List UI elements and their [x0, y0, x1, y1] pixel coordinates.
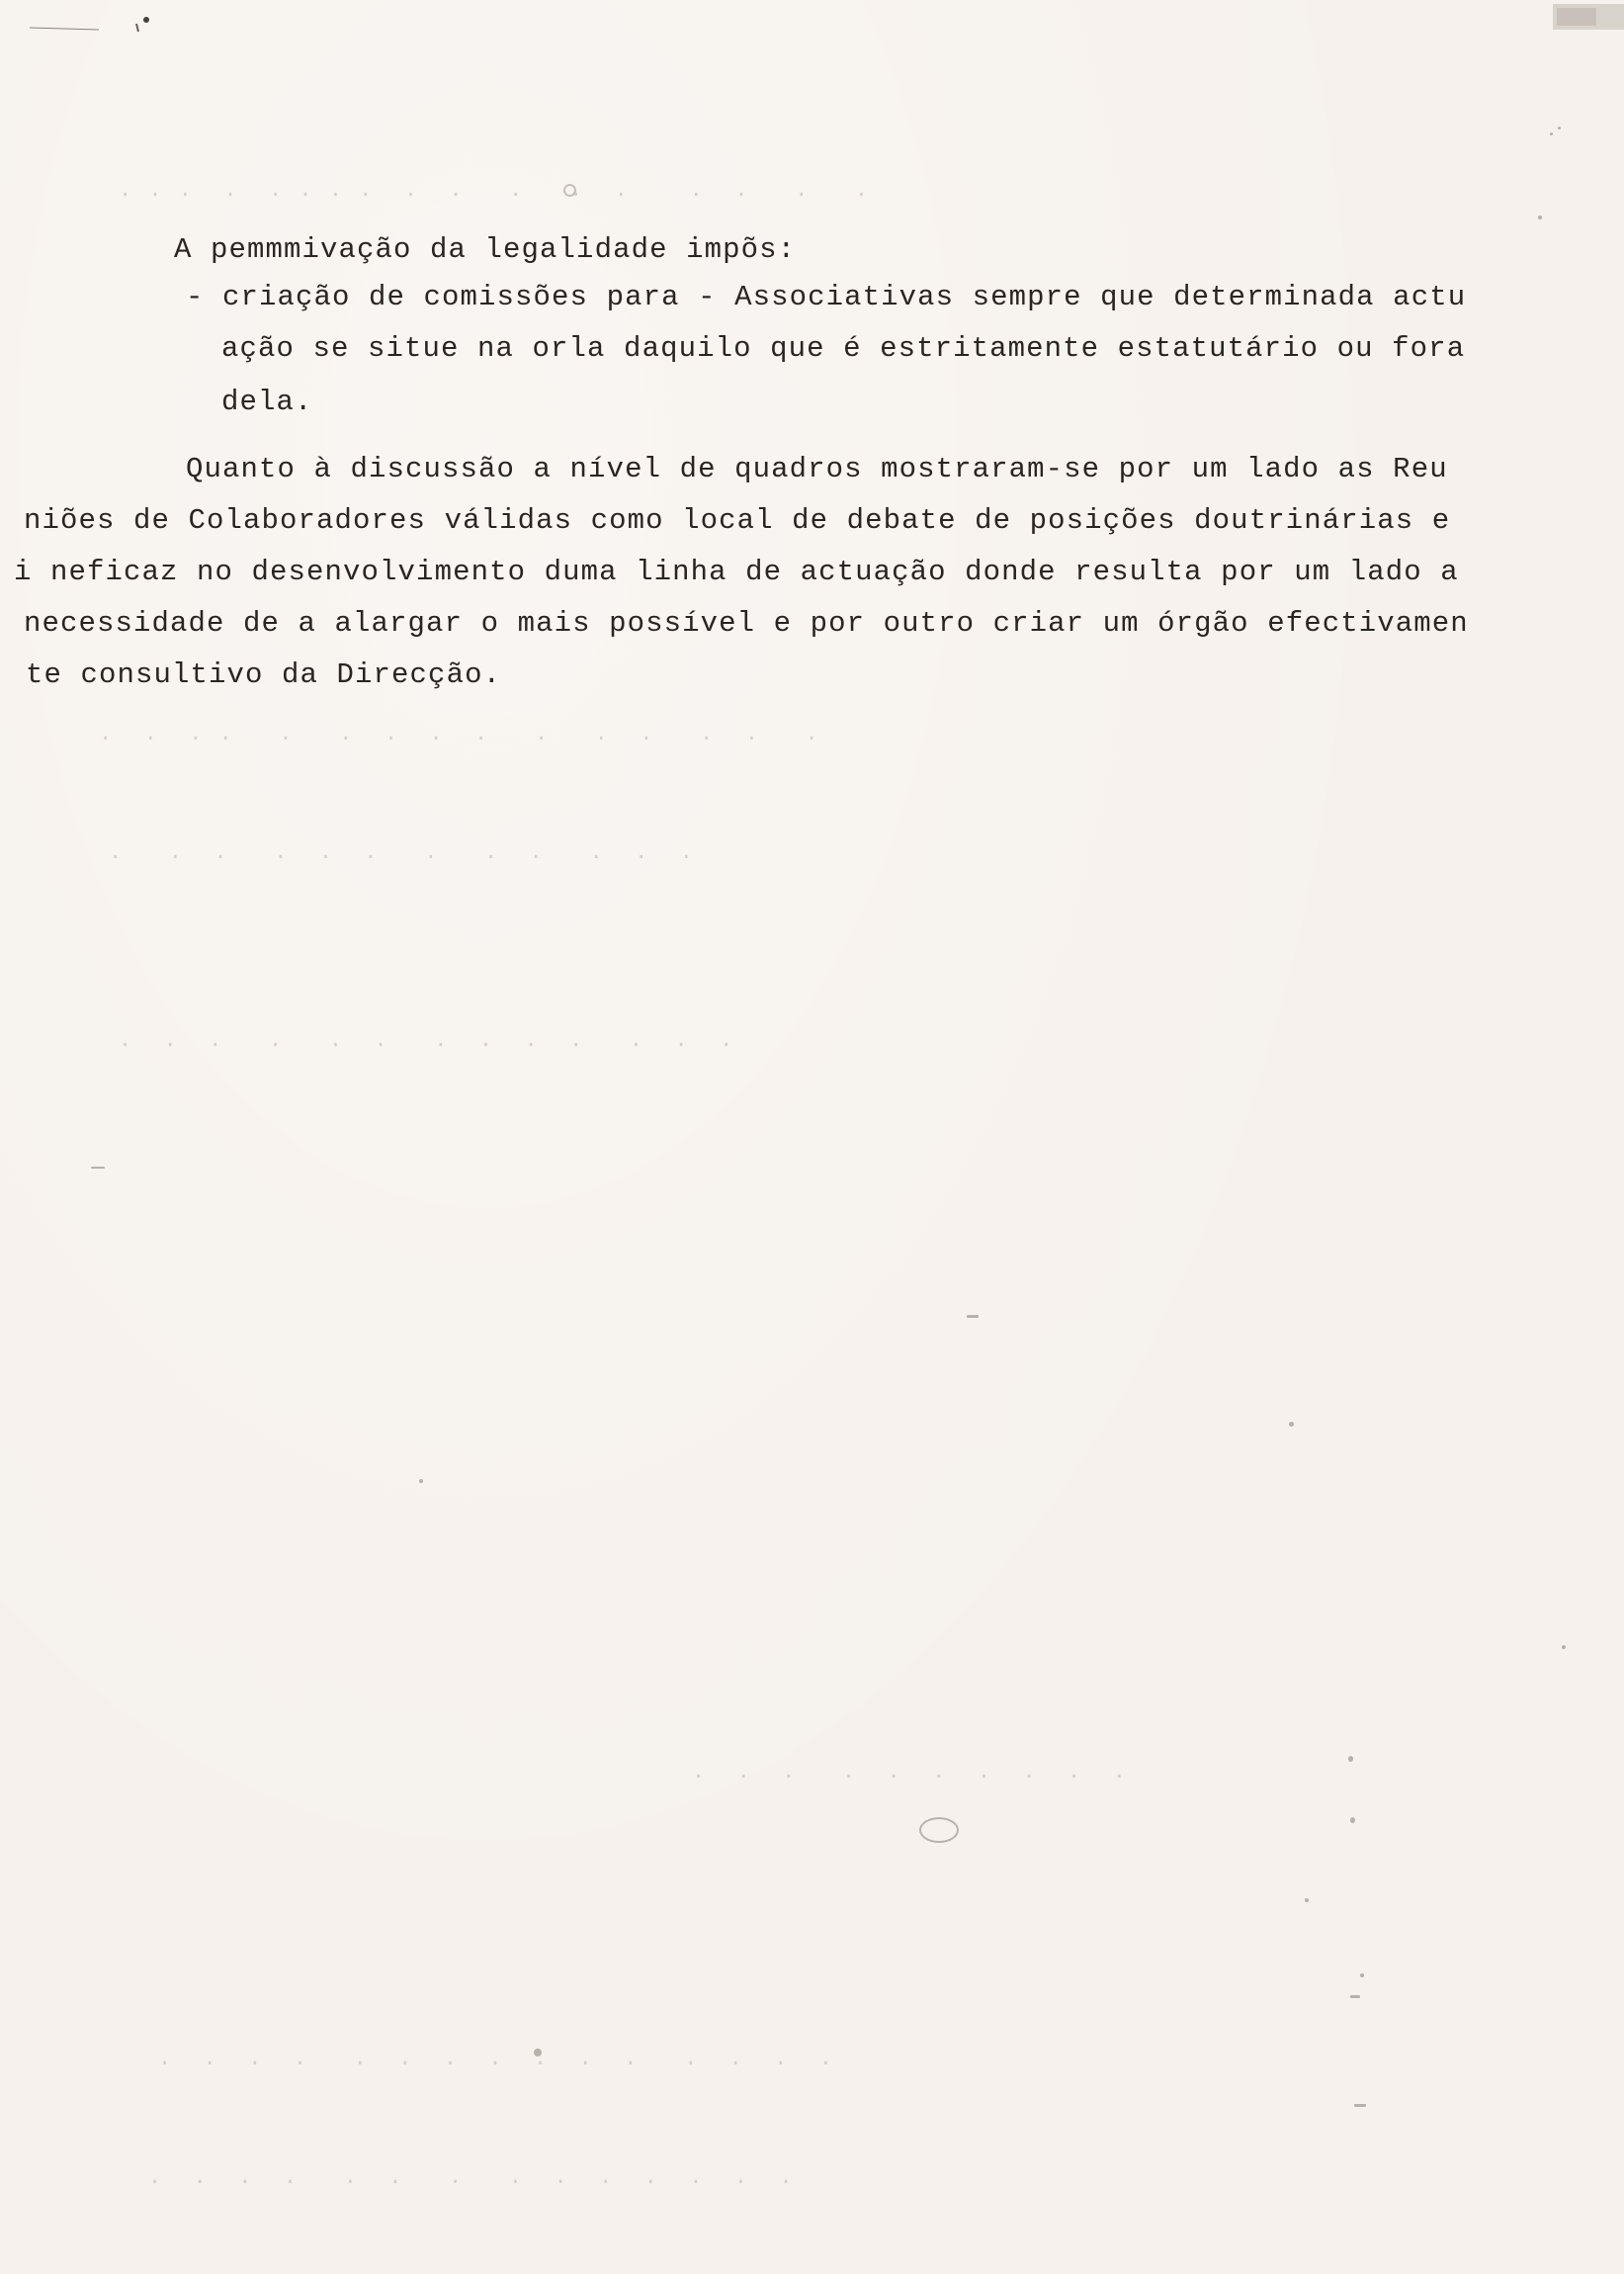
paper-speck — [1289, 1422, 1294, 1427]
heading-line: A pemmmivação da legalidade impõs: — [174, 233, 797, 266]
bleed-through-texture: . . . . . . . . . . . . . . . . . — [119, 178, 871, 203]
paper-speck — [1558, 127, 1561, 130]
list-item-line-1: - criação de comissões para - Associativas sempre que determinada actu — [186, 281, 1467, 313]
bleed-through-texture: . . . . . . . . . . . . . — [119, 1028, 735, 1053]
paragraph-line-3: i neficaz no desenvolvimento duma linha de actuação donde resulta por um lado a — [14, 556, 1459, 588]
paper-speck — [1350, 1817, 1355, 1823]
paper-speck — [419, 1479, 423, 1483]
paragraph-line-1: Quanto à discussão a nível de quadros mostraram-se por um lado as Reu — [186, 453, 1448, 485]
paper-speck — [1562, 1645, 1566, 1649]
paper-speck — [1550, 132, 1553, 135]
paper-speck — [563, 184, 576, 197]
list-item-line-3: dela. — [221, 386, 313, 418]
paper-speck — [1538, 216, 1542, 219]
paper-speck — [1348, 1756, 1353, 1762]
paper-speck — [91, 1167, 105, 1169]
bleed-through-texture: . . . . . . . . . . . . — [109, 840, 695, 865]
bleed-through-texture: . . . . . . . . . . . . . . . — [99, 722, 820, 746]
bleed-through-texture: . . . . . . . . . . — [692, 1760, 1128, 1785]
bleed-through-texture: . . . . . . . . . . . . . . . — [158, 2047, 835, 2071]
paragraph-line-5: te consultivo da Direcção. — [26, 658, 502, 691]
top-left-marks — [30, 8, 168, 34]
bleed-through-texture: . . . . . . . . . . . . . . — [148, 2165, 795, 2190]
paper-speck — [534, 2049, 542, 2056]
paragraph-line-2: niões de Colaboradores válidas como local de debate de posições doutrinárias e — [24, 504, 1451, 537]
paper-speck — [967, 1315, 979, 1318]
paper-speck — [1350, 1995, 1360, 1998]
top-right-corner-mark — [1553, 0, 1624, 34]
paper-speck — [919, 1817, 959, 1843]
paragraph-line-4: necessidade de a alargar o mais possível e por outro criar um órgão efectivamen — [24, 607, 1469, 640]
paper-speck — [1305, 1898, 1309, 1902]
paper-speck — [1354, 2104, 1366, 2107]
list-item-line-2: ação se situe na orla daquilo que é estritamente estatutário ou fora — [221, 332, 1466, 365]
paper-speck — [1360, 1973, 1364, 1977]
